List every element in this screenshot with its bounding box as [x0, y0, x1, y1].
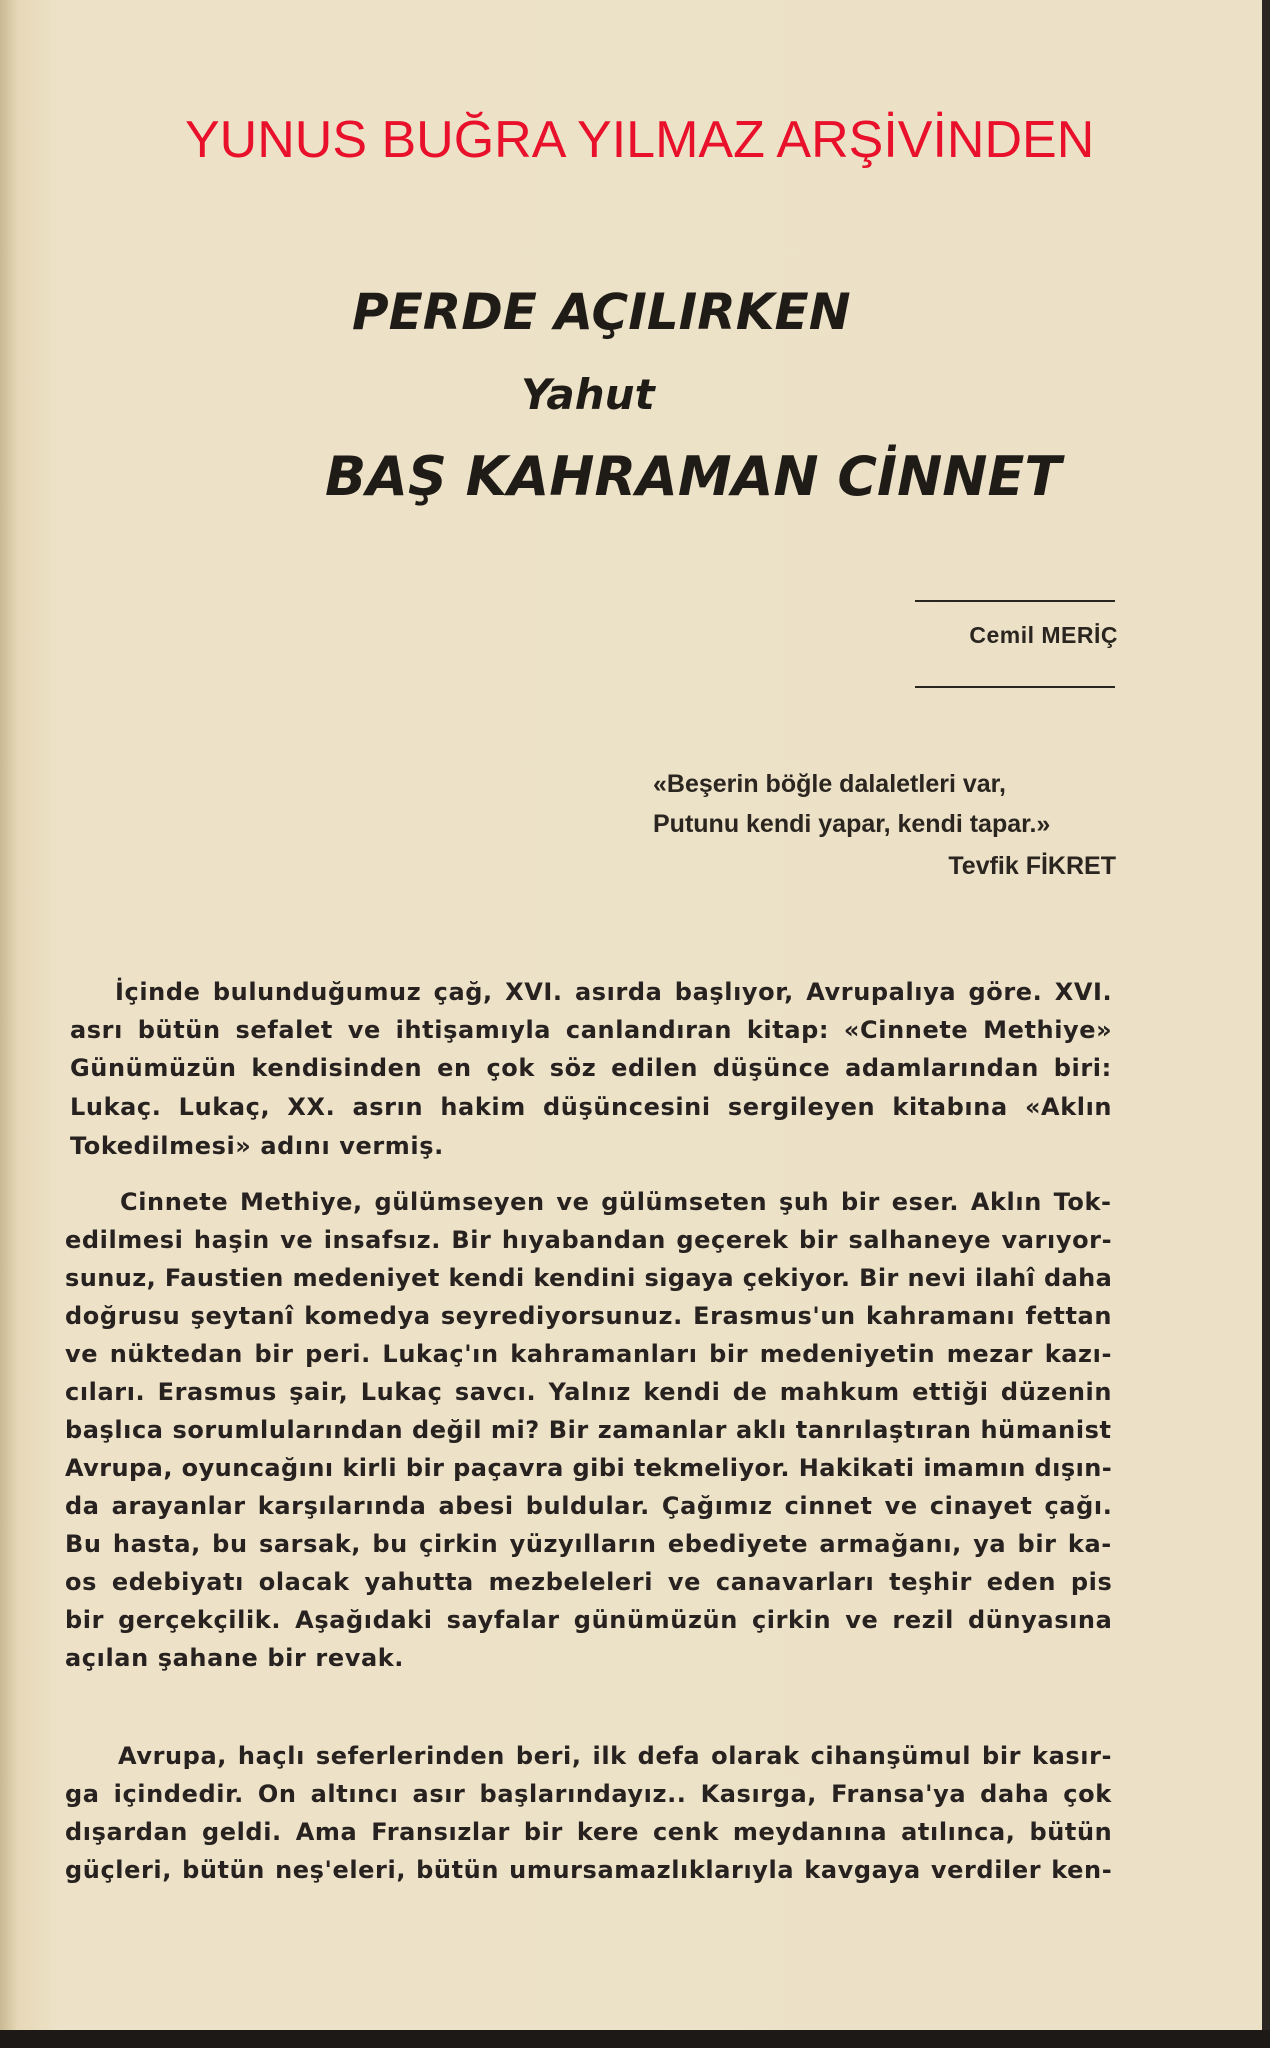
epigraph-line-1: «Beşerin böğle dalaletleri var,: [653, 770, 1006, 798]
paragraph-3-line-1: Avrupa, haçlı seferlerinden beri, ilk defa olarak cihanşümul bir kasır-: [118, 1742, 1113, 1770]
title-line-1: PERDE AÇILIRKEN: [352, 283, 851, 341]
paragraph-1-line-3: Günümüzün kendisinden en çok söz edilen düşünce adamlarından biri:: [70, 1054, 1112, 1082]
author-rule-bottom: [915, 686, 1115, 688]
paragraph-1-line-1: İçinde bulunduğumuz çağ, XVI. asırda başlıyor, Avrupalıya göre. XVI.: [115, 978, 1113, 1006]
paragraph-2-line-4: doğrusu şeytanî komedya seyrediyorsunuz. Erasmus'un kahramanı fettan: [65, 1302, 1113, 1330]
archive-watermark: YUNUS BUĞRA YILMAZ ARŞİVİNDEN: [185, 111, 1095, 169]
paragraph-3-line-3: dışardan geldi. Ama Fransızlar bir kere cenk meydanına atılınca, bütün: [65, 1818, 1113, 1846]
scan-bottom-edge: [0, 2030, 1270, 2048]
paragraph-2-line-8: Avrupa, oyuncağını kirli bir paçavra gibi tekmeliyor. Hakikati imamın dışın-: [65, 1454, 1113, 1482]
paragraph-2-line-1: Cinnete Methiye, gülümseyen ve gülümseten şuh bir eser. Aklın Tok-: [120, 1188, 1112, 1216]
epigraph-line-2: Putunu kendi yapar, kendi tapar.»: [653, 810, 1051, 838]
paragraph-2-line-5: ve nüktedan bir peri. Lukaç'ın kahramanları bir medeniyetin mezar kazı-: [65, 1340, 1113, 1368]
paragraph-1-line-4: Lukaç. Lukaç, XX. asrın hakim düşüncesini sergileyen kitabına «Aklın: [70, 1093, 1113, 1121]
author-name: Cemil MERİÇ: [969, 622, 1118, 648]
paragraph-2-line-3: sunuz, Faustien medeniyet kendi kendini sigaya çekiyor. Bir nevi ilahî daha: [65, 1264, 1113, 1292]
paragraph-2-line-9: da arayanlar karşılarında abesi buldular. Çağımız cinnet ve cinayet çağı.: [65, 1492, 1113, 1520]
paragraph-3-line-2: ga içindedir. On altıncı asır başlarındayız.. Kasırga, Fransa'ya daha çok: [65, 1780, 1112, 1808]
paragraph-2-line-7: başlıca sorumlularından değil mi? Bir zamanlar aklı tanrılaştıran hümanist: [65, 1416, 1112, 1444]
paragraph-2-line-11: os edebiyatı olacak yahutta mezbeleleri ve canavarları teşhir eden pis: [65, 1568, 1113, 1596]
paragraph-3-line-4: güçleri, bütün neş'eleri, bütün umursamazlıklarıyla kavgaya verdiler ken-: [65, 1856, 1113, 1884]
paragraph-2-line-2: edilmesi haşin ve insafsız. Bir hıyabandan geçerek bir salhaneye varıyor-: [65, 1226, 1113, 1254]
title-line-3: BAŞ KAHRAMAN CİNNET: [325, 445, 1062, 508]
author-rule-top: [915, 600, 1115, 602]
paragraph-2-line-10: Bu hasta, bu sarsak, bu çirkin yüzyılların ebediyete armağanı, ya bir ka-: [65, 1530, 1112, 1558]
title-line-2: Yahut: [521, 370, 655, 419]
paragraph-2-line-12: bir gerçekçilik. Aşağıdaki sayfalar günümüzün çirkin ve rezil dünyasına: [65, 1606, 1113, 1634]
paragraph-1-line-2: asrı bütün sefalet ve ihtişamıyla canlandıran kitap: «Cinnete Methiye»: [70, 1016, 1113, 1044]
paragraph-2-line-6: cıları. Erasmus şair, Lukaç savcı. Yalnız kendi de mahkum ettiği düzenin: [65, 1378, 1113, 1406]
paragraph-2-line-13-visible: açılan şahane bir revak.: [65, 1644, 405, 1672]
epigraph-attribution: Tevfik FİKRET: [948, 852, 1116, 880]
paragraph-1-line-5: Tokedilmesi» adını vermiş.: [70, 1132, 444, 1160]
